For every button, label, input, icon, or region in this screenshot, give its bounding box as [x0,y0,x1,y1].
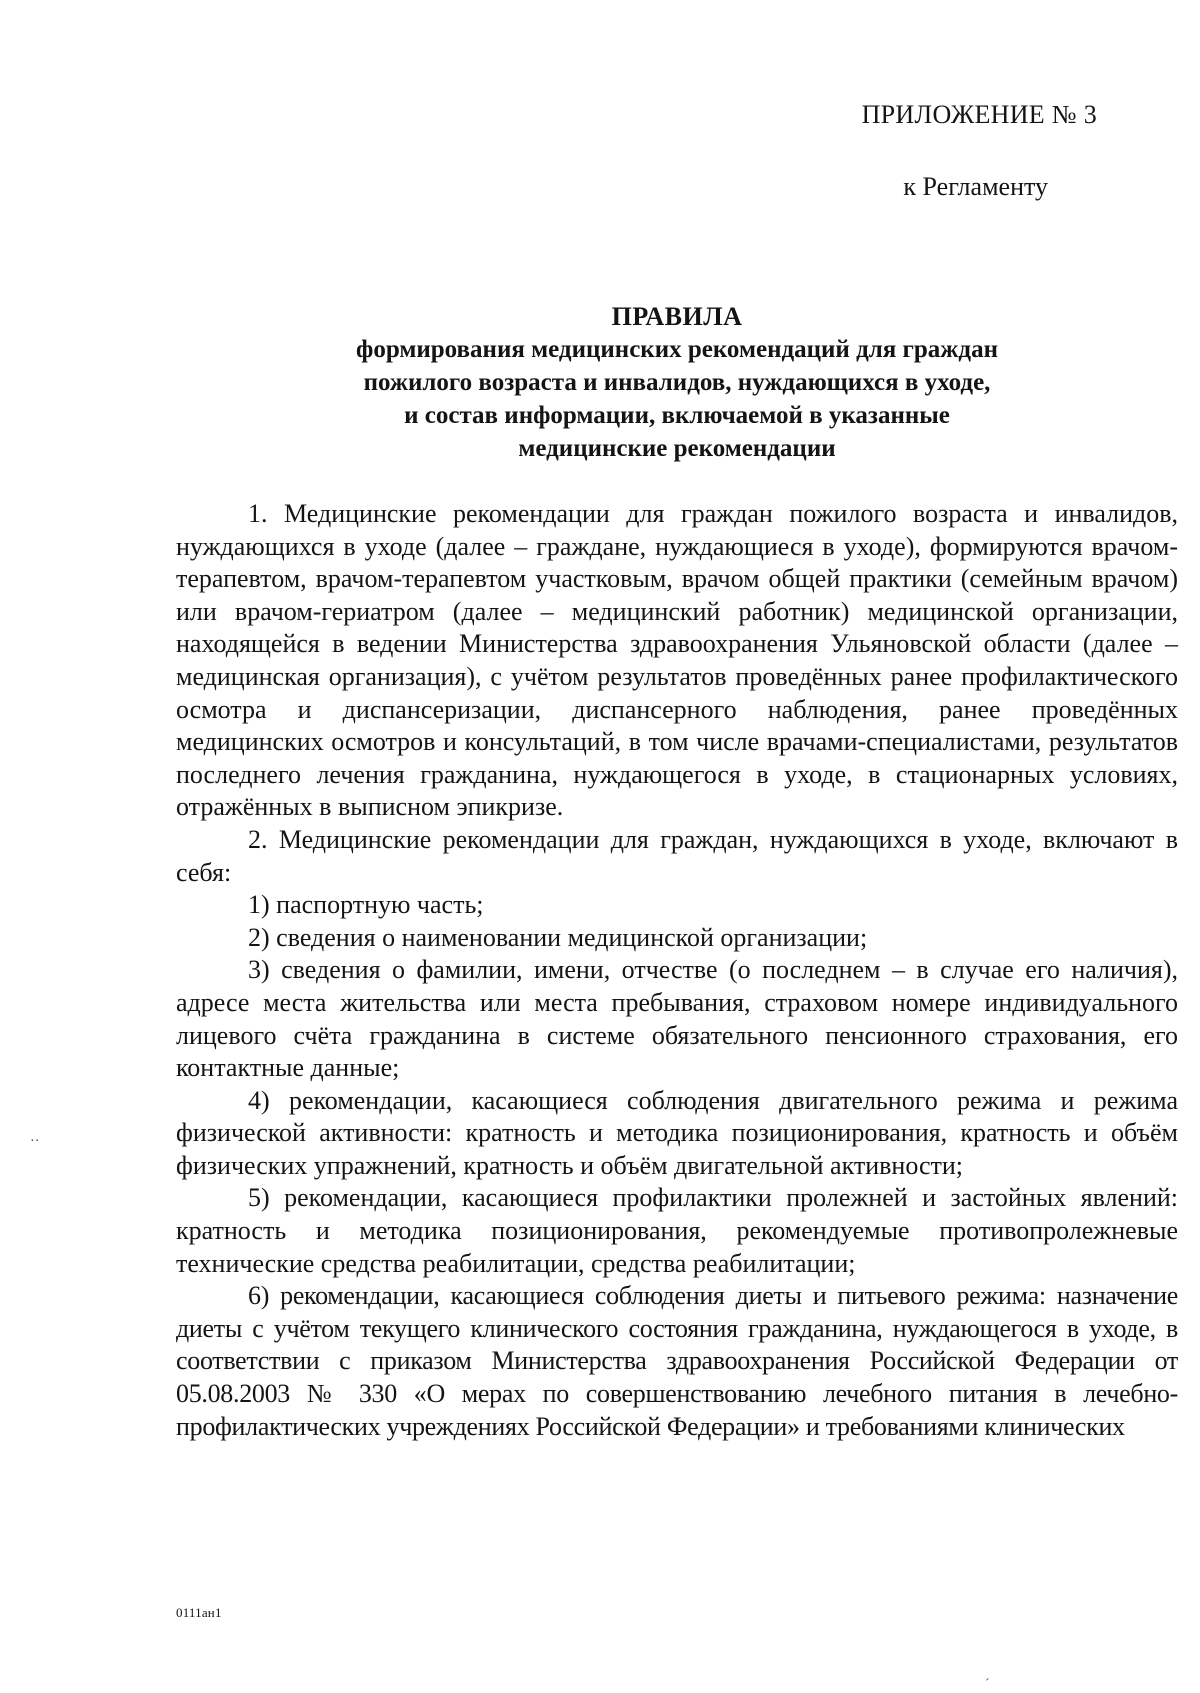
list-item-2: 2) сведения о наименовании медицинской организации; [248,922,868,952]
list-item-5: 5) рекомендации, касающиеся профилактики пролежней и застойных явлений: кратность и методика позиционирования, рекомендуемые противопролежневые технические средства реабилитации, средства реабилитации; [176,1183,1178,1278]
scan-speck: ´ [985,1677,990,1692]
heading-subtitle-line: пожилого возраста и инвалидов, нуждающихся в уходе, [363,369,991,396]
list-item-1: 1) паспортную часть; [248,890,484,920]
document-code: 0111ан1 [176,1605,222,1620]
list-item-6: 6) рекомендации, касающиеся соблюдения диеты и питьевого режима: назначение диеты с учётом текущего клинического состояния гражданина, нуждающегося в уходе, в соответствии с приказом Министерства здравоохранения Российской Федерации от 05.08.2003 № 330 «О мерах по совершенствованию лечебного питания в лечебно-профилактических учреждениях Российской Федерации» и требованиями клинических [176,1281,1178,1441]
scan-speck: ⋅⋅ [30,1134,40,1149]
list-item-3: 3) сведения о фамилии, имени, отчестве (о последнем – в случае его наличия), адресе места жительства или места пребывания, страховом номере индивидуального лицевого счёта гражданина в системе обязательного пенсионного страхования, его контактные данные; [176,955,1178,1083]
appendix-title: ПРИЛОЖЕНИЕ № 3 [861,100,1097,129]
paragraph-1: 1. Медицинские рекомендации для граждан пожилого возраста и инвалидов, нуждающихся в уходе (далее – граждане, нуждающиеся в уходе), формируются врачом-терапевтом, врачом-терапевтом участковым, врачом общей практики (семейным врачом) или врачом-гериатром (далее – медицинский работник) медицинской организации, находящейся в ведении Министерства здравоохранения Ульяновской области (далее – медицинская организация), с учётом результатов проведённых ранее профилактического осмотра и диспансеризации, диспансерного наблюдения, ранее проведённых медицинских осмотров и консультаций, в том числе врачами-специалистами, результатов последнего лечения гражданина, нуждающегося в уходе, в стационарных условиях, отражённых в выписном эпикризе. [176,499,1178,822]
heading-title: ПРАВИЛА [611,302,743,331]
appendix-subtitle: к Регламенту [903,172,1048,201]
document-body [176,498,1178,1443]
document-heading [176,300,1178,465]
heading-subtitle-line: медицинские рекомендации [518,435,836,462]
heading-subtitle-line: формирования медицинских рекомендаций для граждан [356,336,998,363]
list-item-4: 4) рекомендации, касающиеся соблюдения двигательного режима и режима физической активности: кратность и методика позиционирования, кратность и объём физических упражнений, кратность и объём двигательной активности; [176,1085,1178,1180]
paragraph-2: 2. Медицинские рекомендации для граждан, нуждающихся в уходе, включают в себя: [176,824,1178,887]
heading-subtitle-line: и состав информации, включаемой в указанные [404,402,950,429]
